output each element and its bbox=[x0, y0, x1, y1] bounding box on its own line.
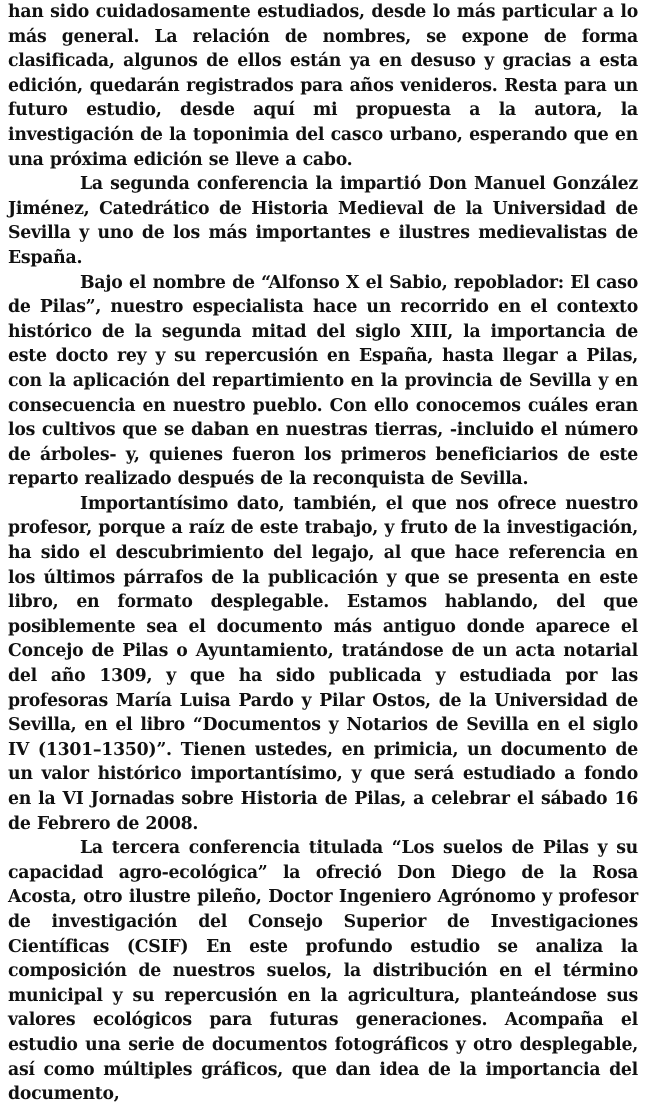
paragraph-second-conference: La segunda conferencia la impartió Don Manuel González Jiménez, Catedrático de Historia Medieval de la Universidad de Sevilla y uno de los más importantes e ilustres medievalistas de España. bbox=[8, 174, 638, 268]
paragraph-third-conference: La tercera conferencia titulada “Los suelos de Pilas y su capacidad agro-ecológica” la ofreció Don Diego de la Rosa Acosta, otro ilustre pileño, Doctor Ingeniero Agrónomo y profesor de investigación del Consejo Superior de Investigaciones Científicas (CSIF) En este profundo estudio se analiza la composición de nuestros suelos, la distribución en el término municipal y su repercusión en la agricultura, planteándose sus valores ecológicos para futuras generaciones. Acompaña el estudio una serie de documentos fotográficos y otro desplegable, así como múltiples gráficos, que dan idea de la importancia del documento, bbox=[8, 838, 638, 1105]
document-page bbox=[8, 0, 638, 1105]
paragraph-toponymy-continuation: han sido cuidadosamente estudiados, desde lo más particular a lo más general. La relación de nombres, se expone de forma clasificada, algunos de ellos están ya en desuso y gracias a esta edición, quedarán registrados para años venideros. Resta para un futuro estudio, desde aquí mi propuesta a la autora, la investigación de la toponimia del casco urbano, esperando que en una próxima edición se lleve a cabo. bbox=[8, 2, 638, 170]
paragraph-legajo-discovery: Importantísimo dato, también, el que nos ofrece nuestro profesor, porque a raíz de este trabajo, y fruto de la investigación, ha sido el descubrimiento del legajo, al que hace referencia en los últimos párrafos de la publicación y que se presenta en este libro, en formato desplegable. Estamos hablando, del que posiblemente sea el documento más antiguo donde aparece el Concejo de Pilas o Ayuntamiento, tratándose de un acta notarial del año 1309, y que ha sido publicada y estudiada por las profesoras María Luisa Pardo y Pilar Ostos, de la Universidad de Sevilla, en el libro “Documentos y Notarios de Sevilla en el siglo IV (1301–1350)”. Tienen ustedes, en primicia, un documento de un valor histórico importantísimo, y que será estudiado a fondo en la VI Jornadas sobre Historia de Pilas, a celebrar el sábado 16 de Febrero de 2008. bbox=[8, 493, 638, 834]
paragraph-alfonso-x: Bajo el nombre de “Alfonso X el Sabio, repoblador: El caso de Pilas”, nuestro especialista hace un recorrido en el contexto histórico de la segunda mitad del siglo XIII, la importancia de este docto rey y su repercusión en España, hasta llegar a Pilas, con la aplicación del repartimiento en la provincia de Sevilla y en consecuencia en nuestro pueblo. Con ello conocemos cuáles eran los cultivos que se daban en nuestras tierras, -incluido el número de árboles- y, quienes fueron los primeros beneficiarios de este reparto realizado después de la reconquista de Sevilla. bbox=[8, 272, 638, 490]
